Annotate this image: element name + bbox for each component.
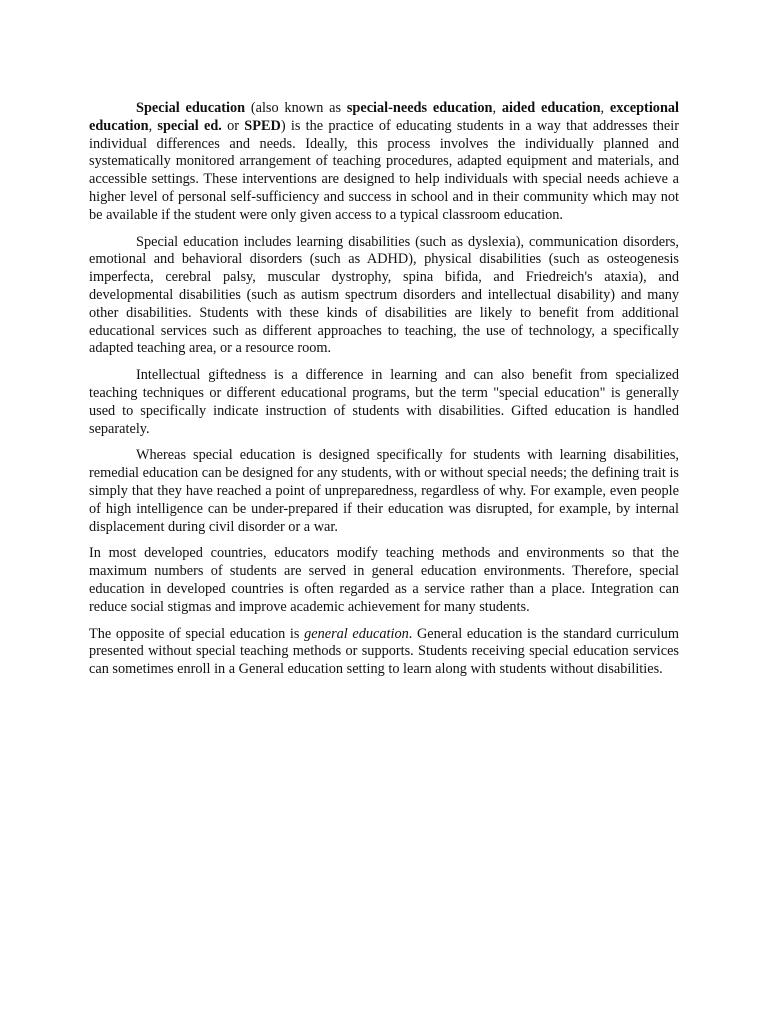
text-run: Special education includes learning disabilities (such as dyslexia), communication disorders, emotional and behavioral disorders (such as ADHD), physical disabilities (such as osteogenesis imperfecta, cerebral palsy, muscular dystrophy, spina bifida, and Friedreich's ataxia), and developmental disabilities (such as autism spectrum disorders and intellectual disability) and many other disabilities. Students with these kinds of disabilities are likely to benefit from additional educational services such as different approaches to teaching, the use of technology, a specifically adapted teaching area, or a resource room.	[89, 233, 679, 357]
text-run: The opposite of special education is	[89, 625, 305, 642]
bold-term: special ed.	[157, 117, 222, 134]
bold-term: aided education	[501, 100, 601, 116]
text-run: . General education is the standard curriculum presented without special teaching methods or supports. Students receiving special education services can sometimes enroll in a General education setting to learn along with students without disabilities.	[89, 625, 680, 678]
paragraph-2	[89, 234, 679, 359]
text-run: ,	[148, 117, 158, 134]
document-body	[89, 100, 679, 688]
text-run: ,	[600, 100, 610, 116]
paragraph-1	[89, 100, 679, 225]
paragraph-3	[89, 367, 679, 438]
text-run: (also known as	[245, 100, 347, 116]
text-run: In most developed countries, educators modify teaching methods and environments so that the maximum numbers of students are served in general education environments. Therefore, special education in developed countries is often regarded as a service rather than a place. Integration can reduce social stigmas and improve academic achievement for many students.	[89, 545, 679, 615]
bold-term: SPED	[244, 117, 281, 134]
text-run: ) is the practice of educating students in a way that addresses their individual differences and needs. Ideally, this process involves the individually planned and systematically monitored arrangement of teaching procedures, adapted equipment and materials, and accessible settings. These interventions are designed to help individuals with special needs achieve a higher level of personal self-sufficiency and success in school and in their community which may not be available if the student were only given access to a typical classroom education.	[89, 117, 680, 223]
bold-term: Special education	[136, 100, 246, 116]
text-run: ,	[492, 100, 502, 116]
italic-term: general education	[304, 625, 409, 642]
paragraph-5	[89, 545, 679, 616]
paragraph-4	[89, 447, 679, 536]
text-run: Whereas special education is designed specifically for students with learning disabilities, remedial education can be designed for any students, with or without special needs; the defining trait is simply that they have reached a point of unpreparedness, regardless of why. For example, even people of high intelligence can be under-prepared if their education was disrupted, for example, by internal displacement during civil disorder or a war.	[89, 447, 679, 535]
text-run: Intellectual giftedness is a difference in learning and can also benefit from specialized teaching techniques or different educational programs, but the term "special education" is generally used to specifically indicate instruction of students with disabilities. Gifted education is handled separately.	[89, 367, 679, 437]
bold-term: special-needs education	[346, 100, 493, 116]
bold-term: exceptional education	[89, 100, 680, 134]
text-run: or	[221, 117, 245, 134]
paragraph-6	[89, 626, 679, 679]
